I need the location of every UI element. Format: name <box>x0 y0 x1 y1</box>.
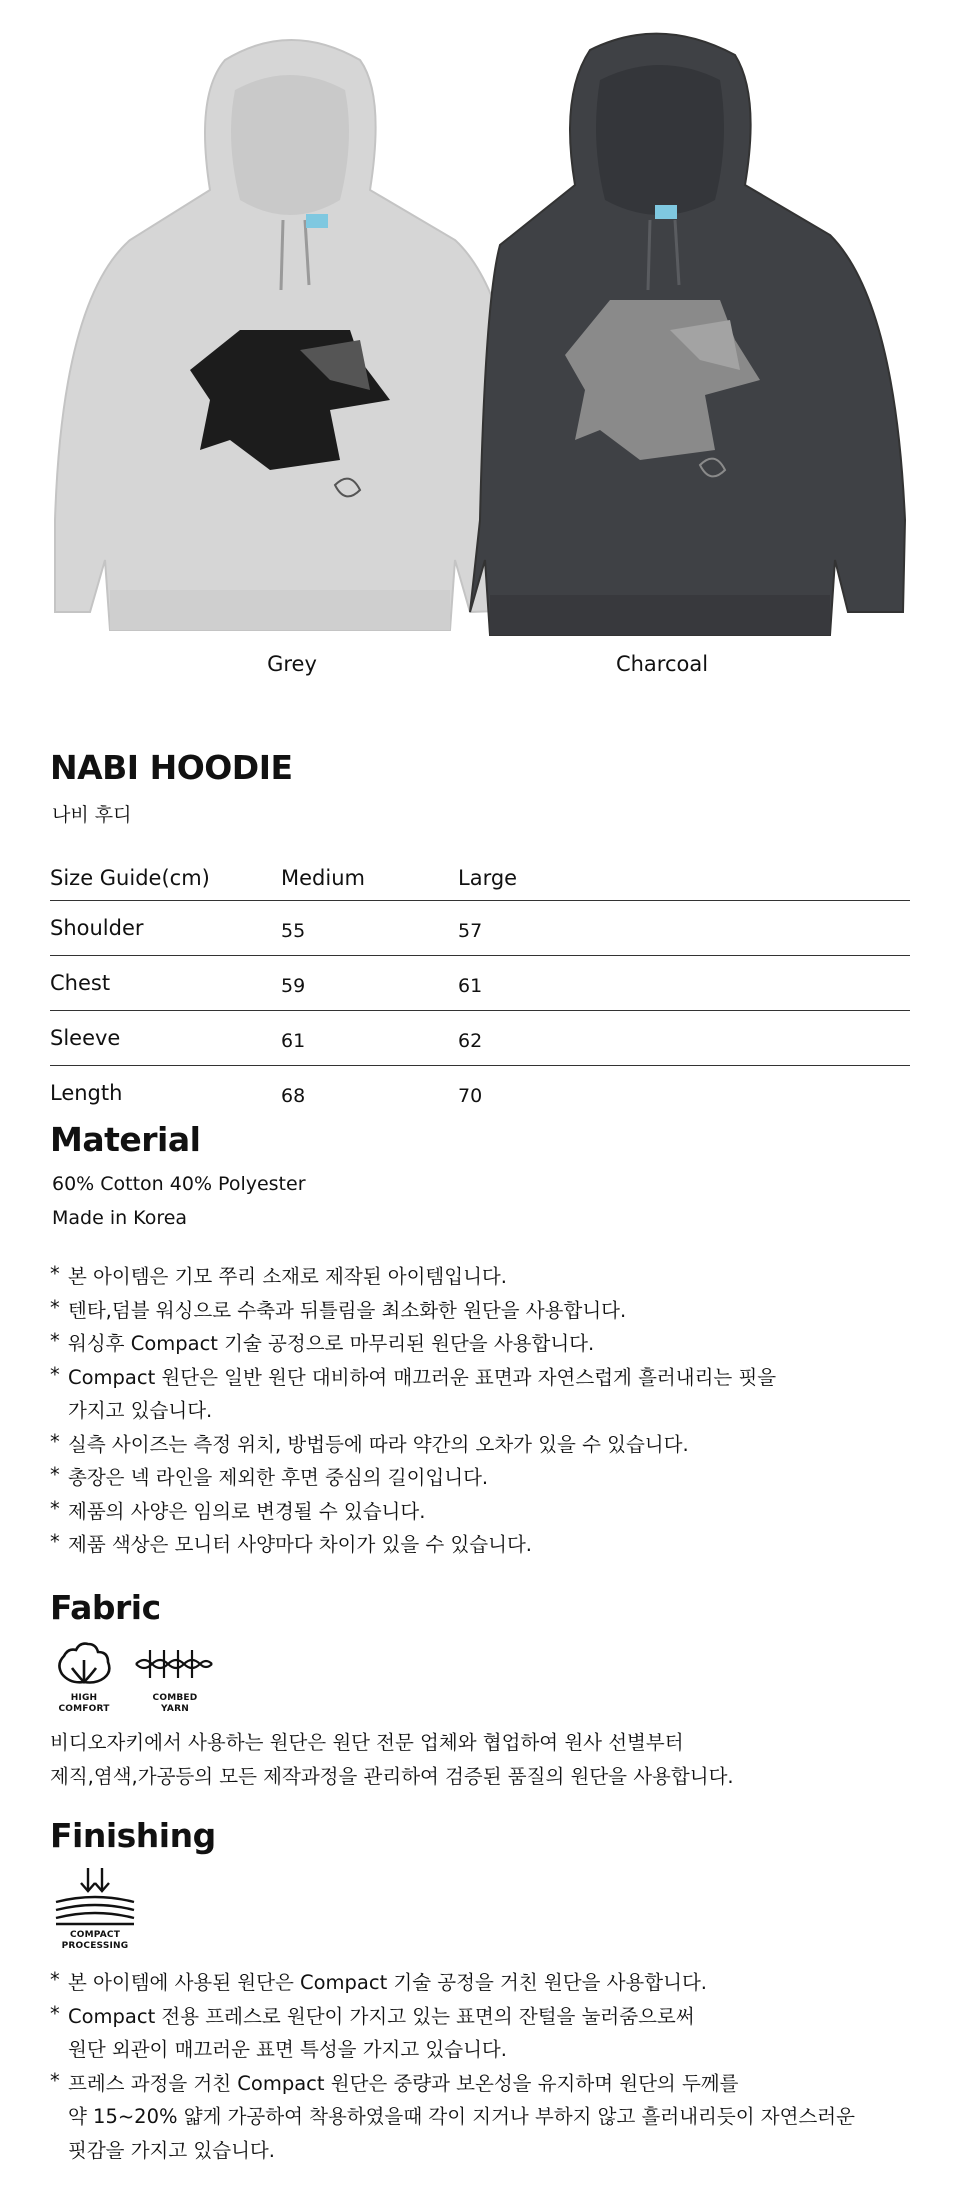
note-text: 프레스 과정을 거친 Compact 원단은 중량과 보온성을 유지하며 원단의 두께를 <box>68 2071 739 2095</box>
grey-hoodie-image <box>55 40 530 630</box>
high-comfort-caption: HIGH COMFORT <box>58 1693 110 1714</box>
table-row <box>50 1011 910 1066</box>
material-origin: Made in Korea <box>52 1207 188 1229</box>
charcoal-hoodie-image <box>470 34 905 635</box>
note-continuation: 가지고 있습니다. <box>68 1399 213 1422</box>
list-item: * 텐타,덤블 워싱으로 수축과 뒤틀림을 최소화한 원단을 사용합니다. <box>50 1294 776 1328</box>
list-item: * 실측 사이즈는 측정 위치, 방법등에 따라 약간의 오차가 있을 수 있습니다. <box>50 1428 776 1462</box>
list-item: * 본 아이템은 기모 쭈리 소재로 제작된 아이템입니다. <box>50 1260 776 1294</box>
table-row <box>50 901 910 956</box>
finishing-heading: Finishing <box>50 1816 216 1855</box>
fabric-icons <box>50 1638 230 1718</box>
high-comfort-icon <box>52 1638 116 1690</box>
list-item: * 총장은 넥 라인을 제외한 후면 중심의 길이입니다. <box>50 1461 776 1495</box>
size-guide-header-row <box>50 855 910 901</box>
material-composition: 60% Cotton 40% Polyester <box>52 1173 306 1195</box>
measure-label: Shoulder <box>50 901 281 956</box>
large-value: 61 <box>458 956 910 1011</box>
medium-value: 55 <box>281 901 458 956</box>
large-value: 70 <box>458 1085 483 1107</box>
compact-processing-caption: COMPACT PROCESSING <box>61 1930 129 1951</box>
medium-value: 61 <box>281 1011 458 1066</box>
note-text: Compact 원단은 일반 원단 대비하여 매끄러운 표면과 자연스럽게 흘러내리는 핏을 <box>68 1365 777 1389</box>
fabric-description-line-1: 비디오자키에서 사용하는 원단은 원단 전문 업체와 협업하여 원사 선별부터 <box>50 1731 684 1754</box>
combed-yarn-caption: COMBED YARN <box>152 1693 198 1714</box>
finishing-notes <box>50 1966 855 2167</box>
large-value: 62 <box>458 1011 910 1066</box>
large-value: 57 <box>458 901 910 956</box>
product-title: NABI HOODIE <box>50 748 293 787</box>
material-heading: Material <box>50 1120 201 1159</box>
note-text: Compact 전용 프레스로 원단이 가지고 있는 표면의 잔털을 눌러줌으로써 <box>68 2004 695 2028</box>
table-row <box>50 1066 910 1121</box>
list-item <box>50 2000 855 2067</box>
list-item: * 본 아이템에 사용된 원단은 Compact 기술 공정을 거친 원단을 사용합니다. <box>50 1966 855 2000</box>
material-notes <box>50 1260 776 1562</box>
combed-yarn-icon <box>134 1646 214 1682</box>
compact-processing-icon <box>50 1866 140 1928</box>
list-item: * 제품의 사양은 임의로 변경될 수 있습니다. <box>50 1495 776 1529</box>
compact-processing <box>50 1866 140 1954</box>
list-item: * 워싱후 Compact 기술 공정으로 마무리된 원단을 사용합니다. <box>50 1327 776 1361</box>
measure-label: Sleeve <box>50 1011 281 1066</box>
size-guide-header: Size Guide(cm) <box>50 855 281 901</box>
list-item: * 제품 색상은 모니터 사양마다 차이가 있을 수 있습니다. <box>50 1528 776 1562</box>
color-label-charcoal: Charcoal <box>615 652 709 676</box>
medium-value: 59 <box>281 956 458 1011</box>
product-images <box>0 0 960 700</box>
table-row <box>50 956 910 1011</box>
measure-label: Chest <box>50 956 281 1011</box>
fabric-description-line-2: 제직,염색,가공등의 모든 제작과정을 관리하여 검증된 품질의 원단을 사용합니다. <box>50 1765 734 1788</box>
size-guide-table <box>50 855 910 1120</box>
color-label-grey: Grey <box>267 652 317 676</box>
measure-label: Length <box>50 1081 123 1105</box>
note-continuation: 약 15~20% 얇게 가공하여 착용하였을때 각이 지거나 부하지 않고 흘러내리듯이 자연스러운 <box>68 2105 855 2128</box>
medium-value: 68 <box>281 1085 306 1107</box>
note-continuation: 원단 외관이 매끄러운 표면 특성을 가지고 있습니다. <box>68 2038 507 2061</box>
product-subtitle: 나비 후디 <box>52 804 132 826</box>
fabric-heading: Fabric <box>50 1588 161 1627</box>
size-header-medium: Medium <box>281 855 458 901</box>
list-item <box>50 1361 776 1428</box>
size-header-large: Large <box>458 855 910 901</box>
list-item <box>50 2067 855 2168</box>
note-continuation: 핏감을 가지고 있습니다. <box>68 2138 275 2162</box>
